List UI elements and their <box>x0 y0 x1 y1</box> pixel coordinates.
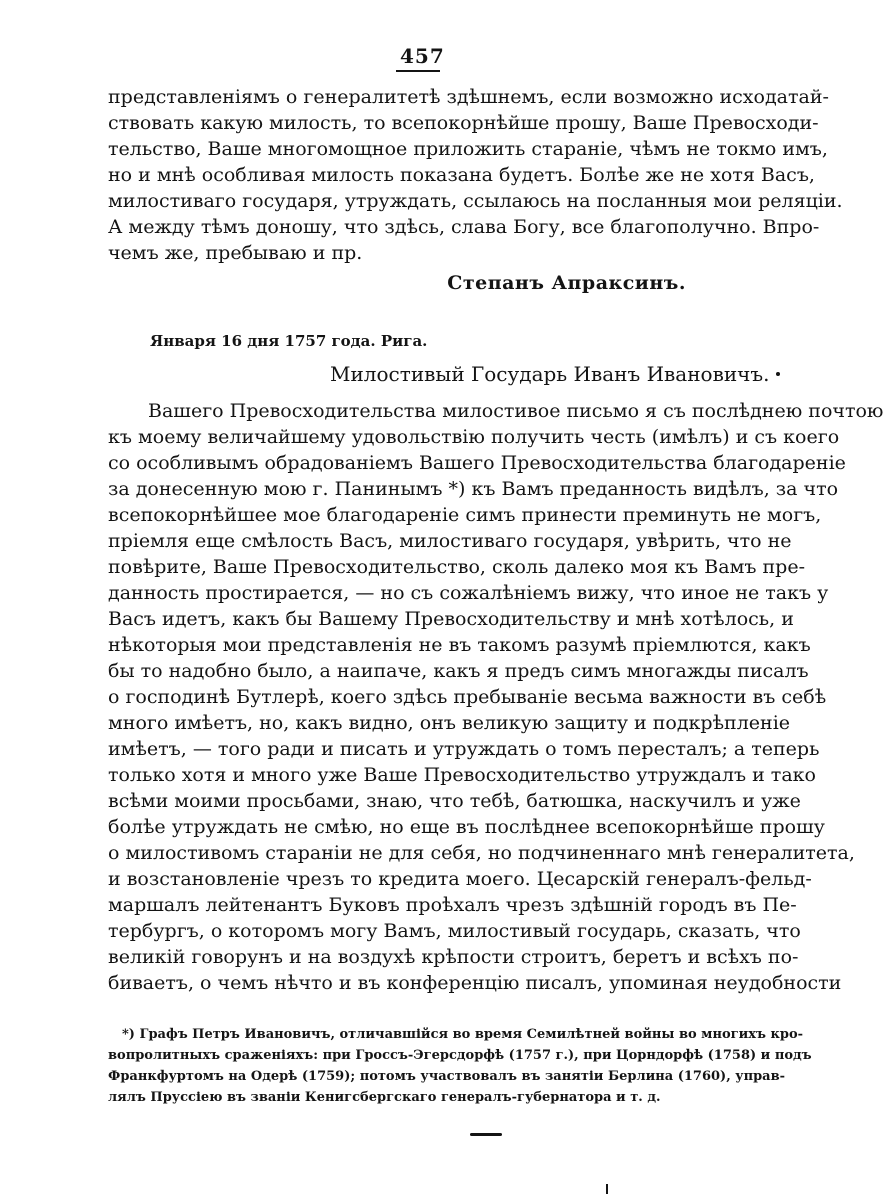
text-line: всѣми моими просьбами, знаю, что тебѣ, батюшка, наскучилъ и уже <box>108 790 801 812</box>
scan-mark <box>606 1184 608 1194</box>
text-line: нѣкоторыя мои представленія не въ такомъ разумѣ пріемлются, какъ <box>108 634 811 656</box>
text-line: пріемля еще смѣлость Васъ, милостиваго государя, увѣрить, что не <box>108 530 792 552</box>
text-line: тельство, Ваше многомощное приложить стараніе, чѣмъ не токмо имъ, <box>108 138 828 160</box>
text-line: ствовать какую милость, то всепокорнѣйше прошу, Ваше Превосходи- <box>108 112 819 134</box>
footnote-line: лялъ Пруссіею въ званіи Кенигсбергскаго генералъ-губернатора и т. д. <box>108 1090 661 1105</box>
footnote-line: вопролитныхъ сраженіяхъ: при Гроссъ-Эгерсдорфѣ (1757 г.), при Цорндорфѣ (1758) и подъ <box>108 1048 812 1063</box>
text-line: со особливымъ обрадованіемъ Вашего Превосходительства благодареніе <box>108 452 846 474</box>
text-line: о господинѣ Бутлерѣ, коего здѣсь пребываніе весьма важности въ себѣ <box>108 686 827 708</box>
text-line: представленіямъ о генералитетѣ здѣшнемъ, если возможно исходатай- <box>108 86 829 108</box>
end-ornament <box>470 1133 502 1136</box>
text-line: А между тѣмъ доношу, что здѣсь, слава Богу, все благополучно. Впро- <box>108 216 820 238</box>
text-line: биваетъ, о чемъ нѣчто и въ конференцію писалъ, упоминая неудобности <box>108 972 842 994</box>
text-line: маршалъ лейтенантъ Буковъ проѣхалъ чрезъ здѣшній городъ въ Пе- <box>108 894 797 916</box>
salutation: Милостивый Государь Иванъ Ивановичъ. <box>330 362 770 386</box>
text-line: милостиваго государя, утруждать, ссылаюсь на посланныя мои реляціи. <box>108 190 843 212</box>
scan-speck <box>776 372 780 376</box>
text-line: всепокорнѣйшее мое благодареніе симъ принести преминуть не могъ, <box>108 504 822 526</box>
signature: Степанъ Апраксинъ. <box>447 272 686 294</box>
text-line: болѣе утруждать не смѣю, но еще въ послѣднее всепокорнѣйше прошу <box>108 816 825 838</box>
text-line: Вашего Превосходительства милостивое письмо я съ послѣднею почтою <box>148 400 883 422</box>
text-line: за донесенную мою г. Панинымъ *) къ Вамъ преданность видѣлъ, за что <box>108 478 839 500</box>
text-line: къ моему величайшему удовольствію получить честь (имѣлъ) и съ коего <box>108 426 840 448</box>
text-line: данность простирается, — но съ сожалѣніемъ вижу, что иное не такъ у <box>108 582 829 604</box>
page-number: 457 <box>400 44 445 68</box>
text-line: о милостивомъ стараніи не для себя, но подчиненнаго мнѣ генералитета, <box>108 842 855 864</box>
text-line: бы то надобно было, а наипаче, какъ я предъ симъ многажды писалъ <box>108 660 809 682</box>
text-line: имѣетъ, — того ради и писать и утруждать о томъ пересталъ; а теперь <box>108 738 820 760</box>
footnote-line: *) Графъ Петръ Ивановичъ, отличавшійся во время Семилѣтней войны во многихъ кро- <box>122 1027 804 1042</box>
text-line: но и мнѣ особливая милость показана будетъ. Болѣе же не хотя Васъ, <box>108 164 815 186</box>
text-line: Васъ идетъ, какъ бы Вашему Превосходительству и мнѣ хотѣлось, и <box>108 608 794 630</box>
text-line: чемъ же, пребываю и пр. <box>108 242 363 264</box>
dateline: Января 16 дня 1757 года. Рига. <box>150 332 428 350</box>
page-number-rule <box>396 70 440 72</box>
text-line: и возстановленіе чрезъ то кредита моего. Цесарскій генералъ-фельд- <box>108 868 812 890</box>
footnote-line: Франкфуртомъ на Одерѣ (1759); потомъ участвовалъ въ занятіи Берлина (1760), управ- <box>108 1069 786 1084</box>
text-line: великій говорунъ и на воздухѣ крѣпости строитъ, беретъ и всѣхъ по- <box>108 946 799 968</box>
text-line: много имѣетъ, но, какъ видно, онъ великую защиту и подкрѣпленіе <box>108 712 791 734</box>
text-line: только хотя и много уже Ваше Превосходительство утруждалъ и тако <box>108 764 816 786</box>
text-line: повѣрите, Ваше Превосходительство, сколь далеко моя къ Вамъ пре- <box>108 556 805 578</box>
text-line: тербургъ, о которомъ могу Вамъ, милостивый государь, сказать, что <box>108 920 801 942</box>
